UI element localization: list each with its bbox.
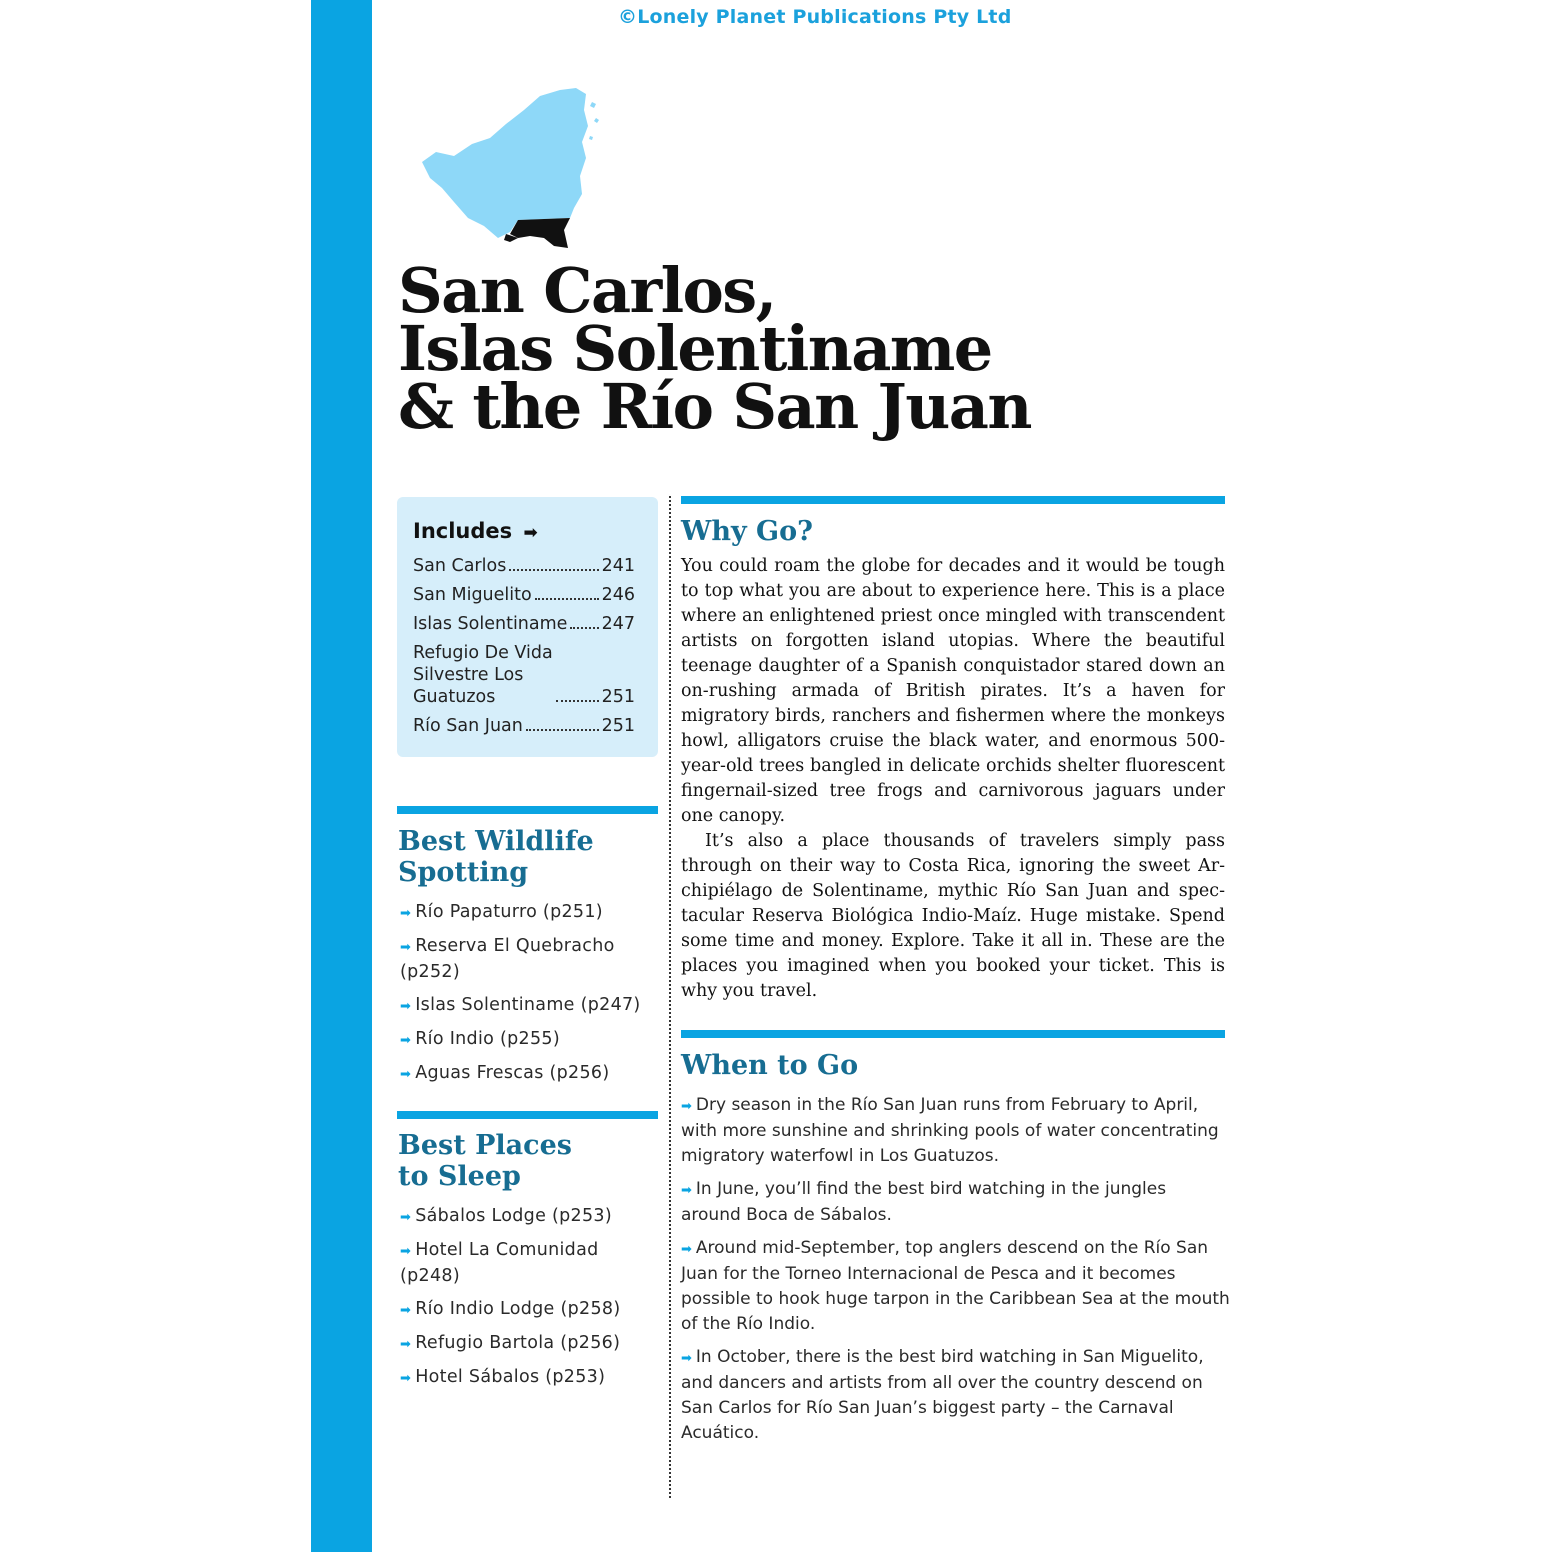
title-line-2: Islas Solentiname	[398, 312, 992, 385]
sleep-heading-line-2: to Sleep	[398, 1161, 521, 1192]
includes-item-name: San Carlos	[413, 556, 507, 576]
leader-dots	[570, 627, 598, 629]
leader-dots	[556, 700, 599, 702]
arrow-right-icon: ➡	[400, 1244, 412, 1259]
list-item-text: In October, there is the best bird watching in San Miguelito, and dancers and artists from all over the country descend on San Carlos for Río San Juan’s biggest party – the Carnaval Acuático.	[681, 1347, 1204, 1443]
title-line-3: & the Río San Juan	[398, 370, 1031, 443]
arrow-right-icon: ➡	[400, 999, 412, 1014]
list-item-text: In June, you’ll find the best bird watching in the jungles around Boca de Sábalos.	[681, 1179, 1167, 1225]
list-item	[681, 1177, 1231, 1228]
arrow-right-icon: ➡	[681, 1183, 692, 1198]
list-item-text: Río Indio Lodge (p258)	[415, 1299, 621, 1319]
includes-item	[413, 715, 635, 737]
copyright-text: ©Lonely Planet Publications Pty Ltd	[618, 6, 1012, 28]
arrow-right-icon: ➡	[523, 523, 538, 543]
list-item-text: Refugio Bartola (p256)	[415, 1333, 621, 1353]
list-item	[400, 1061, 662, 1087]
nicaragua-map-icon	[414, 84, 614, 254]
list-item	[400, 934, 662, 985]
why-go-paragraph: It’s also a place thousands of travelers simply pass through on their way to Costa Rica, ignoring the sweet Archipiélago de Solentiname, mythic Río San Juan and spectacular Reserva Biológica Indio-Maíz. Huge mistake. Spend some time and money. Explore. Take it all in. These are the places you imagined when you booked your ticket. This is why you travel.	[681, 831, 1225, 1001]
leader-dots	[535, 598, 599, 600]
when-to-go-list	[681, 1093, 1231, 1454]
includes-item-page: 251	[601, 716, 635, 736]
list-item-text: Hotel La Comunidad (p248)	[400, 1240, 599, 1286]
wildlife-heading	[398, 826, 658, 888]
why-go-body	[681, 554, 1225, 1004]
arrow-right-icon: ➡	[681, 1099, 692, 1114]
arrow-right-icon: ➡	[681, 1351, 692, 1366]
list-item-text: Aguas Frescas (p256)	[415, 1063, 610, 1083]
includes-item-page: 241	[601, 556, 635, 576]
includes-heading-label: Includes	[413, 519, 513, 543]
list-item	[400, 1331, 640, 1357]
list-item	[400, 1027, 662, 1053]
list-item	[681, 1093, 1231, 1169]
why-go-rule	[681, 496, 1225, 504]
list-item	[400, 1238, 640, 1289]
wildlife-rule	[397, 806, 658, 814]
arrow-right-icon: ➡	[400, 1337, 412, 1352]
list-item-text: Río Papaturro (p251)	[415, 902, 603, 922]
arrow-right-icon: ➡	[400, 940, 412, 955]
list-item-text: Reserva El Quebracho (p252)	[400, 936, 615, 982]
includes-item-name: Refugio De Vida Silvestre Los Guatuzos	[413, 643, 553, 707]
list-item	[400, 993, 662, 1019]
includes-item-name: Río San Juan	[413, 716, 523, 736]
arrow-right-icon: ➡	[400, 1371, 412, 1386]
list-item-text: Sábalos Lodge (p253)	[415, 1206, 612, 1226]
includes-list	[413, 555, 635, 744]
sleep-rule	[397, 1111, 658, 1119]
arrow-right-icon: ➡	[681, 1242, 692, 1257]
includes-item-page: 246	[601, 585, 635, 605]
side-color-bar	[311, 0, 372, 1552]
includes-item	[413, 613, 635, 635]
list-item-text: Hotel Sábalos (p253)	[415, 1367, 606, 1387]
arrow-right-icon: ➡	[400, 1210, 412, 1225]
list-item-text: Around mid-September, top anglers descend on the Río San Juan for the Torneo Internacional de Pesca and it becomes possible to hook huge tarpon in the Caribbean Sea at the mouth of the Río Indio.	[681, 1238, 1230, 1334]
includes-item-name: San Miguelito	[413, 585, 532, 605]
when-to-go-rule	[681, 1030, 1225, 1038]
list-item	[681, 1345, 1231, 1446]
why-go-heading: Why Go?	[681, 516, 813, 547]
list-item	[400, 1365, 640, 1391]
includes-item	[413, 555, 635, 577]
title-line-1: San Carlos,	[398, 254, 776, 327]
list-item	[400, 1297, 640, 1323]
wildlife-list	[400, 900, 662, 1095]
sleep-list	[400, 1204, 640, 1399]
wildlife-heading-line-2: Spotting	[398, 857, 529, 888]
includes-item	[413, 642, 635, 708]
sleep-heading	[398, 1130, 658, 1192]
page-title	[398, 254, 1218, 443]
sleep-heading-line-1: Best Places	[398, 1130, 572, 1161]
leader-dots	[509, 569, 598, 571]
leader-dots	[526, 729, 599, 731]
when-to-go-heading: When to Go	[681, 1050, 859, 1081]
includes-item-name: Islas Solentiname	[413, 614, 568, 634]
list-item	[681, 1236, 1231, 1337]
list-item	[400, 900, 662, 926]
includes-item-page: 247	[601, 614, 635, 634]
column-divider	[669, 496, 671, 1498]
includes-heading	[413, 519, 538, 543]
list-item-text: Dry season in the Río San Juan runs from February to April, with more sunshine and shrinking pools of water concentrating migratory waterfowl in Los Guatuzos.	[681, 1095, 1219, 1166]
arrow-right-icon: ➡	[400, 1033, 412, 1048]
why-go-paragraph: You could roam the globe for decades and it would be tough to top what you are about to experience here. This is a place where an enlightened priest once mingled with transcendent artists on forgotten island utopias. Where the beautiful teenage daughter of a Spanish conquistador stared down an on-rushing armada of British pirates. It’s a haven for migratory birds, ranchers and fishermen where the monkeys howl, alligators cruise the black water, and enormous 500-year-old trees bangled in delicate orchids shelter fluorescent fingernail-sized tree frogs and carnivorous jaguars under one canopy.	[681, 556, 1225, 826]
includes-item	[413, 584, 635, 606]
includes-box	[397, 497, 658, 757]
arrow-right-icon: ➡	[400, 1303, 412, 1318]
arrow-right-icon: ➡	[400, 906, 412, 921]
list-item	[400, 1204, 640, 1230]
arrow-right-icon: ➡	[400, 1067, 412, 1082]
wildlife-heading-line-1: Best Wildlife	[398, 826, 594, 857]
includes-item-page: 251	[601, 687, 635, 707]
list-item-text: Río Indio (p255)	[415, 1029, 560, 1049]
list-item-text: Islas Solentiname (p247)	[415, 995, 641, 1015]
